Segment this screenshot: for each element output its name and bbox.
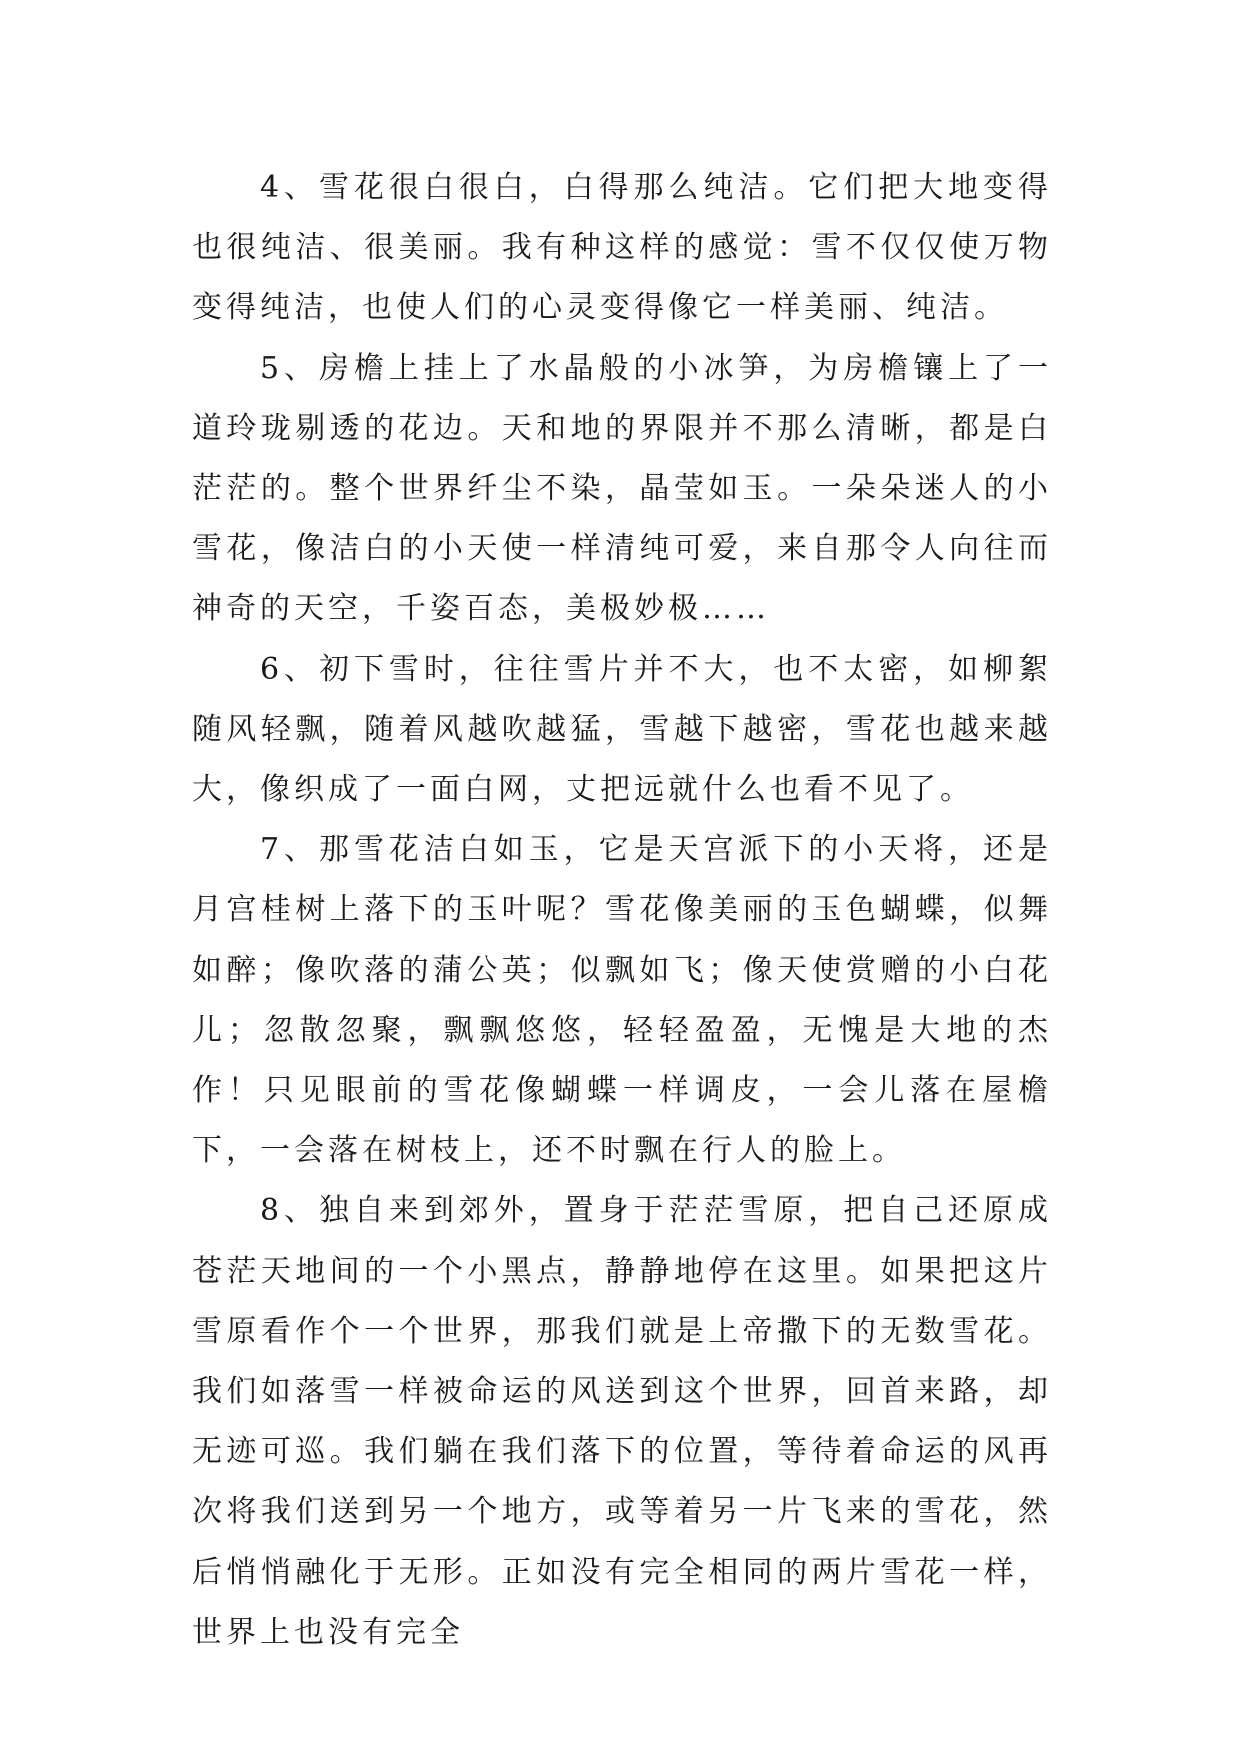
paragraph-6: 6、初下雪时，往往雪片并不大，也不太密，如柳絮随风轻飘，随着风越吹越猛，雪越下越密，雪花也越来越大，像织成了一面白网，丈把远就什么也看不见了。 <box>192 651 1052 808</box>
paragraph-5: 5、房檐上挂上了水晶般的小冰笋，为房檐镶上了一道玲珑剔透的花边。天和地的界限并不那么清晰，都是白茫茫的。整个世界纤尘不染，晶莹如玉。一朵朵迷人的小雪花，像洁白的小天使一样清纯可爱，来自那令人向往而神奇的天空，千姿百态，美极妙极…… <box>192 350 1052 627</box>
paragraph-4: 4、雪花很白很白，白得那么纯洁。它们把大地变得也很纯洁、很美丽。我有种这样的感觉：雪不仅仅使万物变得纯洁，也使人们的心灵变得像它一样美丽、纯洁。 <box>192 170 1052 326</box>
document-body <box>192 158 1052 1663</box>
paragraph-7: 7、那雪花洁白如玉，它是天宫派下的小天将，还是月宫桂树上落下的玉叶呢？雪花像美丽的玉色蝴蝶，似舞如醉；像吹落的蒲公英；似飘如飞；像天使赏赠的小白花儿；忽散忽聚，飘飘悠悠，轻轻盈盈，无愧是大地的杰作！只见眼前的雪花像蝴蝶一样调皮，一会儿落在屋檐下，一会落在树枝上，还不时飘在行人的脸上。 <box>192 832 1052 1169</box>
paragraph-8: 8、独自来到郊外，置身于茫茫雪原，把自己还原成苍茫天地间的一个小黑点，静静地停在这里。如果把这片雪原看作个一个世界，那我们就是上帝撒下的无数雪花。我们如落雪一样被命运的风送到这个世界，回首来路，却无迹可巡。我们躺在我们落下的位置，等待着命运的风再次将我们送到另一个地方，或等着另一片飞来的雪花，然后悄悄融化于无形。正如没有完全相同的两片雪花一样，世界上也没有完全 <box>192 1193 1052 1650</box>
